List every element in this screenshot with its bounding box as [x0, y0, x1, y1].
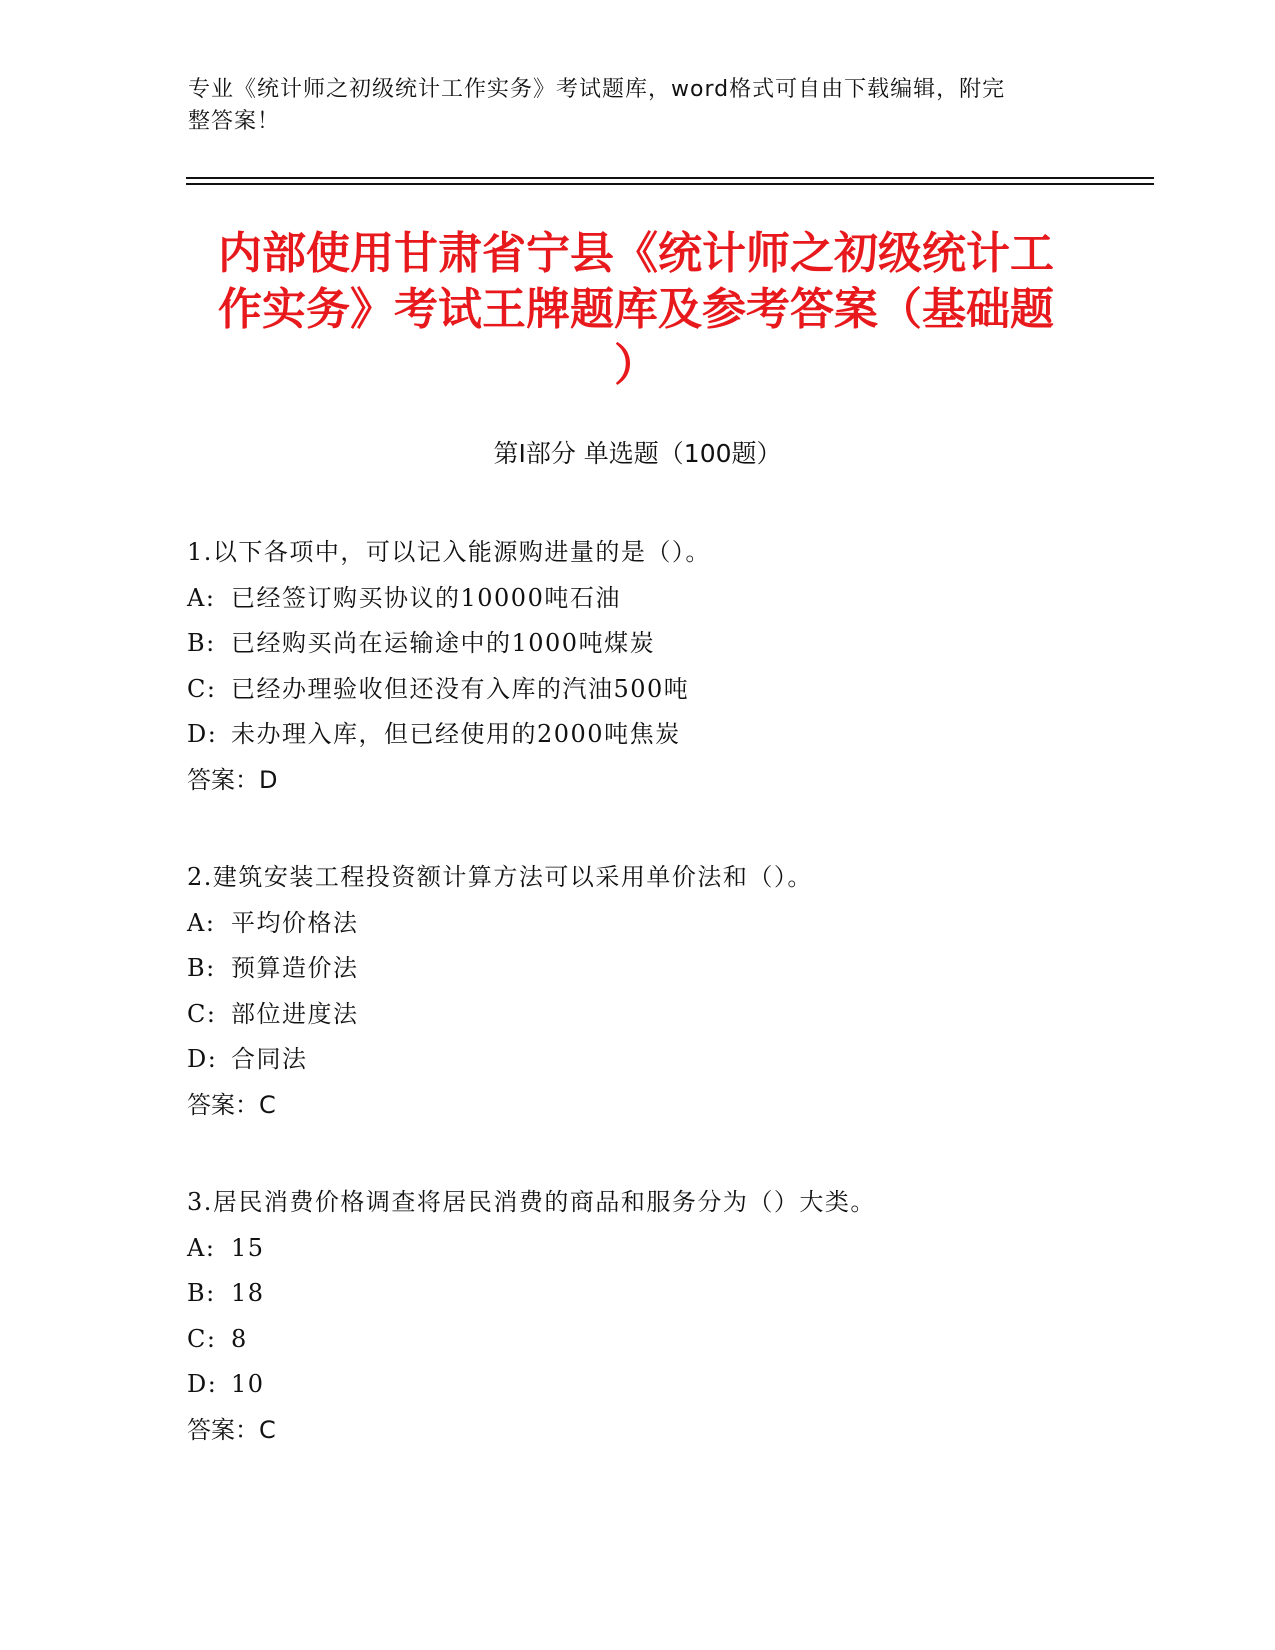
option-key: B:: [187, 629, 216, 657]
answer-line: 答案：C: [187, 1090, 276, 1119]
option-text: 已经签订购买协议的10000吨石油: [231, 583, 621, 612]
option-a: [187, 576, 1147, 622]
option-key: D:: [187, 1370, 218, 1398]
option-key: C:: [187, 674, 217, 703]
question-1: [187, 530, 1147, 803]
question-stem: 3.居民消费价格调查将居民消费的商品和服务分为（）大类。: [187, 1188, 876, 1216]
question-stem: 2.建筑安装工程投资额计算方法可以采用单价法和（）。: [187, 863, 813, 891]
header-note-line-2: 整答案！: [188, 109, 281, 134]
option-text: 10: [231, 1370, 265, 1398]
question-list: [187, 530, 1147, 1505]
option-text: 预算造价法: [231, 954, 359, 982]
option-c: [187, 992, 1147, 1038]
option-key: B:: [187, 1279, 216, 1307]
option-key: C:: [187, 999, 217, 1028]
document-title: [196, 226, 1076, 394]
document-title-line-3: ）: [614, 340, 658, 391]
header-note-line-1: 专业《统计师之初级统计工作实务》考试题库，word格式可自由下载编辑，附完: [188, 77, 1006, 102]
option-text: 18: [231, 1279, 265, 1307]
document-title-line-1: 内部使用甘肃省宁县《统计师之初级统计工: [218, 228, 1054, 279]
option-text: 已经购买尚在运输途中的1000吨煤炭: [231, 629, 656, 657]
answer-line: 答案：C: [187, 1415, 276, 1444]
option-c: [187, 667, 1147, 713]
option-b: [187, 1271, 1147, 1317]
option-key: A:: [187, 583, 216, 612]
question-stem: 1.以下各项中，可以记入能源购进量的是（）。: [187, 538, 711, 566]
header-divider-top: [186, 177, 1154, 179]
option-d: [187, 712, 1147, 758]
option-text: 未办理入库，但已经使用的2000吨焦炭: [231, 720, 681, 748]
option-text: 平均价格法: [231, 908, 359, 937]
option-c: [187, 1317, 1147, 1363]
option-key: C:: [187, 1324, 217, 1353]
header-divider-bottom: [186, 183, 1154, 185]
answer-line: 答案：D: [187, 765, 278, 794]
option-text: 15: [231, 1233, 265, 1262]
option-text: 合同法: [231, 1045, 308, 1073]
option-key: A:: [187, 1233, 216, 1262]
question-2: [187, 855, 1147, 1128]
option-a: [187, 1226, 1147, 1272]
document-title-line-2: 作实务》考试王牌题库及参考答案（基础题: [218, 284, 1054, 335]
option-b: [187, 946, 1147, 992]
option-key: D:: [187, 1045, 218, 1073]
option-d: [187, 1037, 1147, 1083]
section-heading: 第Ⅰ部分 单选题（100题）: [493, 439, 782, 468]
option-key: A:: [187, 908, 216, 937]
option-text: 8: [231, 1324, 248, 1353]
option-d: [187, 1362, 1147, 1408]
option-text: 部位进度法: [231, 999, 359, 1028]
option-text: 已经办理验收但还没有入库的汽油500吨: [231, 674, 690, 703]
header-note: [188, 74, 1068, 138]
question-3: [187, 1180, 1147, 1453]
option-a: [187, 901, 1147, 947]
option-key: D:: [187, 720, 218, 748]
option-key: B:: [187, 954, 216, 982]
option-b: [187, 621, 1147, 667]
